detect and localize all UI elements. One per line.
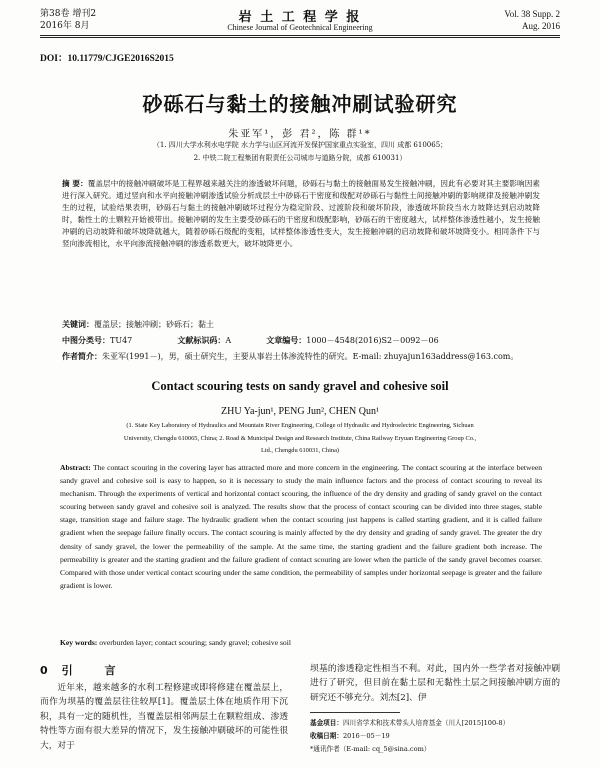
authors-en: ZHU Ya-jun¹, PENG Jun², CHEN Qun¹ <box>221 406 379 417</box>
doc-code-label: 文献标识码： <box>177 335 226 345</box>
title-zh: 砂砾石与黏土的接触冲刷试验研究 <box>142 92 458 116</box>
footnote-rule <box>310 712 400 713</box>
article-no-value: 1000－4548(2016)S2－0092－06 <box>306 336 439 345</box>
author-intro-text: 朱亚军(1991－)，男，硕士研究生，主要从事岩土体渗流特性的研究。E-mail: zhuyajun163address@163.com。 <box>102 352 519 361</box>
header-date-en: Aug. 2016 <box>522 21 560 31</box>
author-intro <box>62 350 540 363</box>
clc-label: 中图分类号： <box>62 335 110 345</box>
affiliation-zh <box>60 139 540 165</box>
keywords-zh-text: 覆盖层；接触冲刷；砂砾石；黏土 <box>94 320 214 329</box>
affiliation-zh-line: 2. 中铁二院工程集团有限责任公司城市与道路分院，成都 610031） <box>193 154 407 162</box>
abstract-zh-text: 覆盖层中的接触冲刷破坏是工程界越来越关注的渗透破坏问题，砂砾石与黏土的接触面易发生接触冲刷，因此有必要对其主要影响因素进行深入研究。通过竖向和水平向接触冲刷渗透试验分析成层土中砂砾石干密度和级配对砂砾石与黏性土间接触冲刷的影响规律及接触冲刷发生的过程，试验结果表明，砂砾石与黏土的接触冲刷破坏过程分为稳定阶段、过渡阶段和破坏阶段，渗透破坏阶段当水力坡降达到启动坡降时，黏性土的土颗粒开始被带出。接触冲刷的发生主要受砂砾石的干密度和级配影响，砂砾石的干密度越大，试样整体渗透性越小，发生接触冲刷的启动坡降和破坏坡降就越大，随着砂砾石级配的变粗，试样整体渗透性变大，发生接触冲刷的启动坡降和破坏坡降变小。相同条件下与竖向渗流相比，水平向渗流接触冲刷的渗透系数更大，破坏坡降更小。 <box>62 179 540 248</box>
affiliation-en-line: Ltd., Chengdu 610031, China) <box>260 447 340 454</box>
received-label: 收稿日期： <box>310 732 343 740</box>
keywords-zh-label: 关键词： <box>62 319 94 329</box>
keywords-en-text: overburden layer; contact scouring; sandy gravel; cohesive soil <box>99 638 291 647</box>
received-date: 2016－05－19 <box>342 732 390 740</box>
header-date-zh: 2016年 8月 <box>40 21 90 31</box>
abstract-zh <box>62 178 540 250</box>
keywords-en-label: Key words: <box>60 638 98 647</box>
header-rule-thin <box>40 37 560 38</box>
abstract-zh-label: 摘 要： <box>62 179 88 188</box>
affiliation-zh-line: （1. 四川大学水利水电学院 水力学与山区河流开发保护国家重点实验室，四川 成都 610065； <box>152 141 448 149</box>
footnote-fund <box>310 717 509 730</box>
fund-text: 四川省学术和技术带头人培育基金（川人[2015]100-8） <box>342 719 510 727</box>
keywords-en <box>60 636 542 649</box>
authors-zh: 朱亚军¹，彭 君²，陈 群¹* <box>228 129 372 140</box>
header-volume-zh: 第38卷 增刊2 <box>40 9 97 19</box>
intro-left-column: 近年来，越来越多的水利工程修建或即将修建在覆盖层上，而作为坝基的覆盖层往往较厚[1]。覆盖层土体在地质作用下沉积，具有一定的随机性，当覆盖层相邻两层土在颗粒组成、渗透特性等方面有很大差异的情况下，发生接触冲刷破坏的可能性很大，对于 <box>40 683 288 751</box>
header-volume-en: Vol. 38 Supp. 2 <box>504 9 560 19</box>
section-heading <box>40 662 130 678</box>
footnote-received <box>310 730 390 743</box>
doi: DOI：10.11779/CJGE2016S2015 <box>40 54 174 64</box>
doc-code-value: A <box>225 336 232 345</box>
header-journal-en: Chinese Journal of Geotechnical Engineering <box>227 23 373 32</box>
fund-label: 基金项目： <box>310 719 343 727</box>
intro-right-column: 坝基的渗透稳定性相当不利。对此，国内外一些学者对接触冲刷进行了研究，但目前在黏土层和无黏性土层之间接触冲刷方面的研究还不够充分。刘杰[2]、伊 <box>310 664 560 703</box>
section-title: 引 言 <box>61 664 130 677</box>
affiliation-en-line: University, Chengdu 610065, China; 2. Road & Municipal Design and Research Institute, China Railway Eryuan Engineering Group Co., <box>123 434 477 442</box>
corresponding-label: *通讯作者 <box>310 745 340 753</box>
article-no-label: 文章编号： <box>266 335 307 345</box>
abstract-en-text: The contact scouring in the covering layer has attracted more and more concern in the engineering. The contact scouring at the interface between sandy gravel and cohesive soil is easy to happen, so it is necessary to study the main influence factors and the process of contact scouring to reveal its mechanism. Through the experiments of vertical and horizontal contact scouring, the influence of the dry density and grading of sandy gravel on the contact scouring between sandy gravel and cohesive soil is analyzed. The results show that the process of contact scouring can be divided into three stages, stable stage, transition stage and failure stage. The hydraulic gradient when the contact scouring just happens is called starting gradient, and it is called failure gradient when the seepage failure finally occurs. The contact scouring is mainly affected by the dry density and grading of sandy gravel. The greater the dry density of sandy gravel, the lower the permeability of the sample. At the same time, the starting gradient and the failure gradient both increase. The permeability is greater and the starting gradient and the failure gradient of contact scouring are lower when the particle of the sandy gravel becomes coarser. Compared with those under vertical contact scouring under the same condition, the permeability of samples under horizontal seepage is greater and the failure gradient is lower. <box>60 463 543 590</box>
header-rule <box>40 35 560 36</box>
classification-line <box>62 334 540 347</box>
clc-value: TU47 <box>110 336 133 345</box>
abstract-en <box>60 461 542 592</box>
section-number: 0 <box>40 664 62 677</box>
keywords-zh <box>62 318 540 331</box>
title-en: Contact scouring tests on sandy gravel and cohesive soil <box>151 379 449 393</box>
affiliation-en-line: (1. State Key Laboratory of Hydraulics and Mountain River Engineering, College of Hydraulic and Hydroelectric Engineering, Sichuan <box>126 422 474 429</box>
header-journal-zh: 岩 土 工 程 学 报 <box>238 10 362 25</box>
abstract-en-label: Abstract: <box>60 463 91 472</box>
affiliation-en <box>60 420 540 458</box>
footnote-corresponding <box>310 743 430 756</box>
author-intro-label: 作者简介： <box>62 351 102 361</box>
corresponding-email: （E-mail: cq_5@sina.com） <box>339 745 431 753</box>
